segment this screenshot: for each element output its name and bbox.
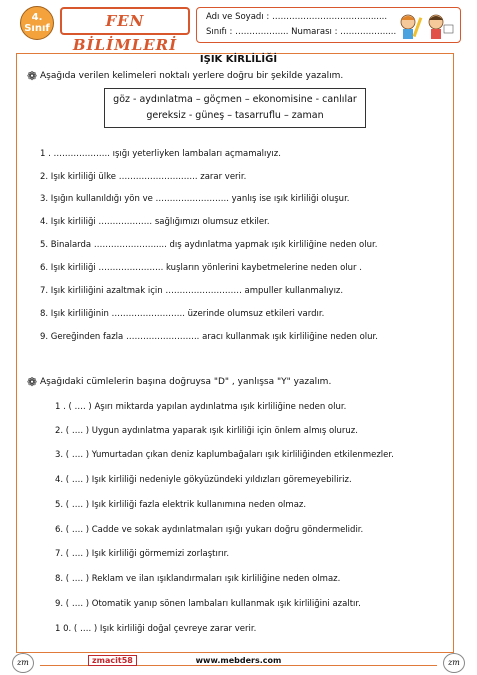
gear-bullet-icon: ❁: [27, 69, 38, 83]
fill-question-4[interactable]: 4. Işık kirliliği ………………. sağlığımızı olumsuz etkiler.: [40, 217, 270, 227]
fill-question-6[interactable]: 6. Işık kirliliği ………………….. kuşların yönlerini kaybetmelerine neden olur .: [40, 263, 362, 273]
true-false-item-2[interactable]: 2. ( …. ) Uygun aydınlatma yaparak ışık kirliliği için önlem almış oluruz.: [55, 426, 358, 436]
page-frame: [16, 53, 454, 653]
true-false-item-6[interactable]: 6. ( …. ) Cadde ve sokak aydınlatmaları ışığı yukarı doğru göndermelidir.: [55, 525, 364, 535]
true-false-item-7[interactable]: 7. ( …. ) Işık kirliliği görmemizi zorlaştırır.: [55, 549, 230, 559]
true-false-item-4[interactable]: 4. ( …. ) Işık kirliliği nedeniyle gökyüzündeki yıldızları göremeyebiliriz.: [55, 475, 352, 485]
true-false-item-10[interactable]: 1 0. ( …. ) Işık kirliliği doğal çevreye zarar verir.: [55, 624, 257, 634]
fill-question-5[interactable]: 5. Binalarda …………………..... dış aydınlatma yapmak ışık kirliliğine neden olur.: [40, 240, 378, 250]
fill-question-2[interactable]: 2. Işık kirliliği ülke ………………….…... zarar verir.: [40, 172, 247, 182]
website-link[interactable]: www.mebders.com: [195, 656, 282, 665]
grade-badge: [20, 6, 54, 40]
fill-question-3[interactable]: 3. Işığın kullanıldığı yön ve …………………….. yanlış ise ışık kirliliği oluşur.: [40, 194, 350, 204]
grade-label: Sınıf: [24, 23, 50, 34]
true-false-item-8[interactable]: 8. ( …. ) Reklam ve ilan ışıklandırmaları ışık kirliliğine neden olmaz.: [55, 574, 341, 584]
section2-instruction: [27, 375, 332, 389]
grade-number: 4.: [31, 12, 43, 23]
fill-question-7[interactable]: 7. Işık kirliliğini azaltmak için ……………………… ampuller kullanmalıyız.: [40, 286, 344, 296]
footer: [0, 653, 477, 671]
section2-instruction-text: Aşağıdaki cümlelerin başına doğruysa "D" , yanlışsa "Y" yazalım.: [40, 377, 332, 387]
subject-title: FEN BİLİMLERİ: [60, 7, 190, 35]
fill-question-9[interactable]: 9. Gereğinden fazla …………………….. aracı kullanmak ışık kirliliğine neden olur.: [40, 332, 378, 342]
author-tag: zmacit58: [88, 655, 137, 666]
fill-question-1[interactable]: 1 . ……………….. ışığı yeterliyken lambaları açmamalıyız.: [40, 149, 281, 159]
children-illustration: [394, 11, 454, 41]
true-false-item-5[interactable]: 5. ( …. ) Işık kirliliği fazla elektrik kullanımına neden olmaz.: [55, 500, 307, 510]
fill-question-8[interactable]: 8. Işık kirliliğinin …………………….. üzerinde olumsuz etkileri vardır.: [40, 309, 325, 319]
word-bank-line-1: göz - aydınlatma – göçmen – ekonomisine - canlılar: [113, 94, 357, 105]
word-bank-line-2: gereksiz - güneş – tasarruflu – zaman: [146, 110, 324, 121]
word-bank: [104, 88, 366, 128]
zm-logo-left: zm: [12, 653, 34, 673]
class-number-line[interactable]: Sınıfı : …………….... Numarası : …………….....: [206, 27, 397, 37]
worksheet-title: IŞIK KİRLİLİĞİ: [199, 54, 278, 65]
section1-instruction: [27, 69, 344, 83]
true-false-item-9[interactable]: 9. ( …. ) Otomatik yanıp sönen lambaları kullanmak ışık kirliliğini azaltır.: [55, 599, 361, 609]
gear-bullet-icon: ❁: [27, 375, 38, 389]
true-false-item-1[interactable]: 1 . ( …. ) Aşırı miktarda yapılan aydınlatma ışık kirliliğine neden olur.: [55, 402, 347, 412]
section1-instruction-text: Aşağıda verilen kelimeleri noktalı yerlere doğru bir şekilde yazalım.: [40, 71, 344, 81]
zm-logo-right: zm: [443, 653, 465, 673]
student-info-box: [196, 7, 461, 43]
true-false-item-3[interactable]: 3. ( …. ) Yumurtadan çıkan deniz kaplumbağaları ışık kirliliğinden etkilenmezler.: [55, 450, 394, 460]
name-line[interactable]: Adı ve Soyadı : ……………………………........: [206, 12, 388, 22]
